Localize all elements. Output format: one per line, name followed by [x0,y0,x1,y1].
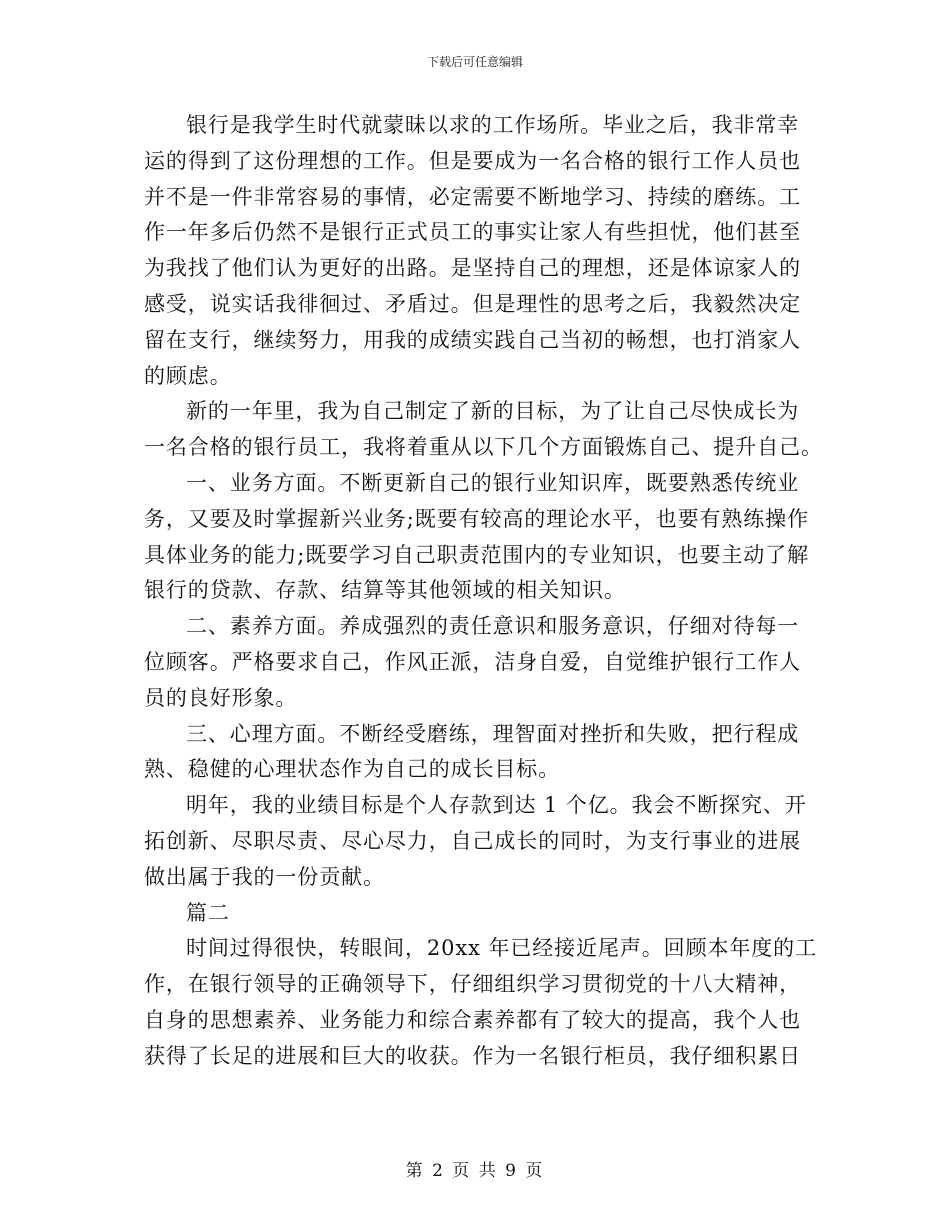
text-line: 感受，说实话我徘徊过、矛盾过。但是理性的思考之后，我毅然决定 [144,291,801,316]
paragraph [144,466,809,609]
text-line: 拓创新、尽职尽责、尽心尽力，自己成长的同时，为支行事业的进展 [144,828,801,853]
text-line: 银行的贷款、存款、结算等其他领域的相关知识。 [144,578,626,603]
paragraph [144,609,801,716]
text-line: 的顾虑。 [144,363,232,388]
text-line: 明年，我的业绩目标是个人存款到达 1 个亿。我会不断探究、开 [186,793,807,818]
text-line: 位顾客。严格要求自己，作风正派，洁身自爱，自觉维护银行工作人 [144,649,801,674]
text-line: 银行是我学生时代就蒙昧以求的工作场所。毕业之后，我非常幸 [186,113,800,137]
text-line: 时间过得很快，转眼间，20xx 年已经接近尾声。回顾本年度的工 [186,936,817,961]
text-line: 作，在银行领导的正确领导下，仔细组织学习贯彻党的十八大精神， [144,972,801,997]
text-line: 获得了长足的进展和巨大的收获。作为一名银行柜员，我仔细积累日 [144,1043,801,1068]
text-line: 做出属于我的一份贡献。 [144,864,385,889]
text-line: 三、心理方面。不断经受磨练，理智面对挫折和失败，把行程成 [186,721,800,746]
paragraph [144,931,817,1074]
text-line: 二、素养方面。养成强烈的责任意识和服务意识，仔细对待每一 [186,614,800,639]
text-line: 一、业务方面。不断更新自己的银行业知识库，既要熟悉传统业 [186,470,800,495]
text-line: 作一年多后仍然不是银行正式员工的事实让家人有些担忧，他们甚至 [144,220,801,245]
section-heading-text: 篇二 [186,900,230,925]
document-body [144,108,823,1075]
text-line: 新的一年里，我为自己制定了新的目标，为了让自己尽快成长为 [186,399,800,424]
section-heading [144,896,798,932]
text-line: 具体业务的能力;既要学习自己职责范围内的专业知识，也要主动了解 [144,542,809,567]
text-line: 自身的思想素养、业务能力和综合素养都有了较大的提高，我个人也 [144,1007,801,1032]
text-line: 一名合格的银行员工，我将着重从以下几个方面锻炼自己、提升自己。 [144,435,823,460]
paragraph [144,108,801,394]
paragraph [144,717,798,789]
text-line: 留在支行，继续努力，用我的成绩实践自己当初的畅想，也打消家人 [144,327,801,352]
paragraph [144,394,823,466]
text-line: 并不是一件非常容易的事情，必定需要不断地学习、持续的磨练。工 [144,184,801,209]
paragraph [144,788,807,895]
page-number-footer: 第 2 页 共 9 页 [405,1161,545,1181]
text-line: 为我找了他们认为更好的出路。是坚持自己的理想，还是体谅家人的 [144,256,801,281]
text-line: 运的得到了这份理想的工作。但是要成为一名合格的银行工作人员也 [144,148,801,173]
text-line: 熟、稳健的心理状态作为自己的成长目标。 [144,757,561,782]
text-line: 员的良好形象。 [144,685,298,710]
text-line: 务，又要及时掌握新兴业务;既要有较高的理论水平，也要有熟练操作 [144,506,809,531]
page-header-note: 下载后可任意编辑 [426,55,523,69]
